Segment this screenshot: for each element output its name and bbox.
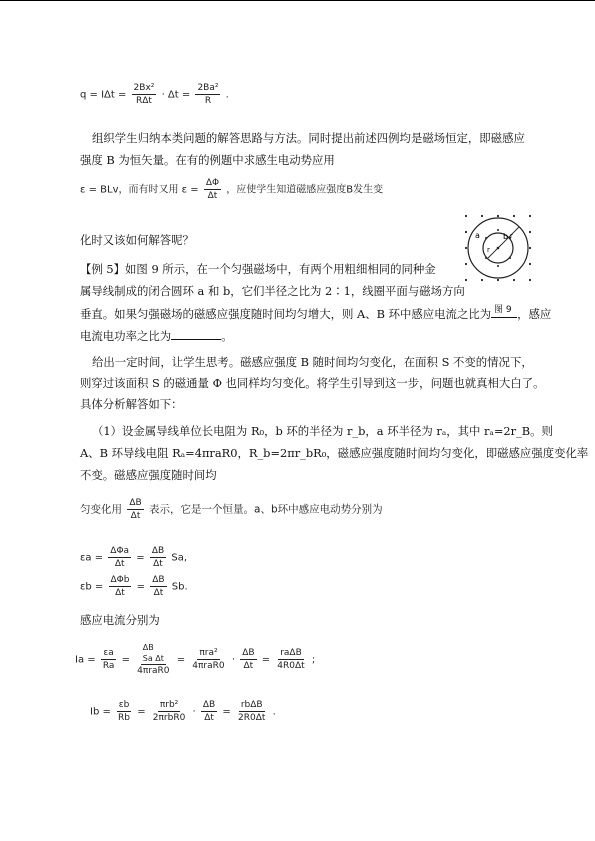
fraction-denominator: Δt	[153, 559, 163, 569]
formula-current-a-dot: ·	[231, 654, 235, 666]
fraction-numerator: raΔB	[280, 648, 302, 658]
figure-9	[458, 208, 544, 318]
formula-current-b	[90, 699, 276, 724]
example5-line-2: 属导线制成的闭合圆环 a 和 b，它们半径之比为 2∶1，线圈平面与磁场方向	[80, 284, 465, 298]
compound-dt: Δt	[155, 654, 164, 663]
paragraph-4-line-1: （1）设金属导线单位长电阻为 R₀，b 环的半径为 r_b，a 环半径为 rₐ，其中 rₐ=2r_B。则	[92, 424, 553, 438]
formula-charge-fraction-2	[195, 82, 220, 107]
paragraph-1-line-2: 强度 B 为恒矢量。在有的例题中求感生电动势应用	[80, 153, 335, 167]
formula-emf-a-fraction-1	[108, 545, 131, 570]
formula-charge-lhs: q = IΔt =	[80, 89, 127, 101]
fraction-numerator: πrb²	[159, 700, 179, 710]
formula-emf-post: ，应使学生知道磁感应强度B发生变	[226, 184, 384, 196]
formula-current-b-fraction-4	[201, 699, 217, 724]
example5-line-4-text: 电流电功率之比为	[80, 329, 172, 343]
formula-current-a-fraction-3	[190, 647, 226, 672]
formula-charge-end: .	[225, 89, 229, 101]
answer-blank-power-ratio[interactable]	[171, 327, 221, 340]
formula-emf-b-lhs: εb =	[80, 581, 104, 593]
fraction-numerator: εa	[103, 648, 114, 658]
formula-emf	[80, 177, 383, 202]
fraction-denominator: 4πraR0	[137, 666, 170, 676]
formula-current-b-dot: ·	[192, 706, 196, 718]
formula-current-a	[75, 642, 315, 677]
example5-line-4-end: 。	[221, 329, 233, 343]
formula-emf-fraction	[204, 177, 221, 202]
fraction-numerator: 2Bx²	[133, 83, 155, 93]
fraction-denominator: Δt	[153, 588, 164, 598]
page-top-border	[0, 0, 595, 1]
fraction-denominator: 2R0Δt	[238, 713, 266, 723]
formula-current-a-fraction-4	[240, 647, 256, 672]
formula-rate	[80, 497, 383, 522]
fraction-denominator: RΔt	[135, 96, 152, 106]
formula-emf-b-fraction-1	[109, 574, 132, 599]
fraction-numerator: ΔB	[242, 648, 255, 658]
fraction-denominator: 4πraR0	[192, 661, 225, 671]
label-induced-current: 感应电流分别为	[80, 613, 160, 627]
example5-line-1: 【例 5】如图 9 所示，在一个匀强磁场中，有两个用粗细相同的同种金	[80, 262, 436, 276]
formula-current-a-eq1: =	[121, 654, 130, 666]
fraction-numerator: ΔΦb	[110, 575, 130, 585]
figure-9-diagram	[458, 208, 544, 308]
fraction-denominator: Δt	[114, 559, 125, 569]
fraction-denominator: 2πrbR0	[152, 713, 186, 723]
paragraph-3-line-3: 具体分析解答如下：	[80, 397, 183, 411]
fraction-numerator: ΔΦa	[110, 546, 130, 556]
paragraph-3-line-2: 则穿过该面积 S 的磁通量 Φ 也同样均匀变化。将学生引导到这一步，问题也就真相大白了。	[80, 376, 545, 390]
radius-a-label: r	[510, 232, 513, 240]
formula-rate-post: 表示，它是一个恒量。a、b环中感应电动势分别为	[149, 503, 383, 516]
formula-current-b-lhs: Ib =	[90, 706, 111, 718]
example5-line-3-end: ，感应	[517, 307, 552, 321]
example5-line-3	[80, 305, 551, 323]
fraction-numerator: rbΔB	[240, 700, 263, 710]
paragraph-2-line-1: 化时又该如何解答呢？	[80, 233, 194, 247]
fraction-denominator: Δt	[243, 661, 254, 671]
formula-emf-pre: ε = BLv，而有时又用 ε =	[80, 184, 199, 196]
formula-current-a-eq3: =	[261, 654, 271, 666]
fraction-numerator: ΔB	[152, 575, 165, 585]
ring-b-label: b	[503, 232, 509, 241]
fraction-numerator: πra²	[199, 648, 218, 658]
answer-blank-current-ratio[interactable]	[491, 305, 517, 318]
formula-current-b-fraction-1	[116, 699, 132, 724]
compound-top: ΔB	[142, 643, 154, 652]
paragraph-3-line-1: 给出一定时间，让学生思考。磁感应强度 B 随时间均匀变化，在面积 S 不变的情况下，	[92, 355, 533, 369]
formula-rate-pre: 匀变化用	[80, 503, 122, 516]
formula-current-b-end: .	[272, 706, 276, 718]
formula-current-a-eq2: =	[176, 654, 186, 666]
fraction-numerator: ΔB	[129, 498, 142, 508]
figure-9-caption: 图 9	[494, 305, 512, 315]
example5-line-4	[80, 327, 233, 345]
fraction-denominator: Ra	[102, 661, 115, 671]
formula-current-a-lhs: Ia =	[75, 654, 96, 666]
paragraph-4-line-3: 不变。磁感应强度随时间均	[80, 468, 217, 482]
formula-current-a-end: ;	[311, 654, 316, 666]
formula-emf-b	[80, 574, 188, 599]
fraction-denominator: Rb	[118, 713, 131, 723]
formula-emf-a-fraction-2	[150, 545, 166, 570]
formula-current-b-eq1: =	[137, 706, 146, 718]
paragraph-1-line-1: 组织学生归纳本类问题的解答思路与方法。同时提出前述四例均是磁场恒定，即磁感应	[92, 131, 525, 145]
formula-emf-a-end: Sa,	[171, 552, 187, 564]
formula-current-a-fraction-1	[101, 647, 117, 672]
fraction-denominator: Δt	[207, 191, 218, 201]
fraction-numerator: ΔΦ	[205, 178, 220, 188]
formula-charge-fraction-1	[132, 82, 157, 107]
radius-b-label: r	[487, 246, 490, 254]
example5-line-3-text: 垂直。如果匀强磁场的磁感应强度随时间均匀增大，则 A、B 环中感应电流之比为	[80, 307, 492, 321]
paragraph-4-line-2: A、B 环导线电阻 Rₐ=4πraR0，R_b=2πr_bR₀，磁感应强度随时间均匀变化，即磁感应强度变化率	[80, 446, 589, 460]
formula-current-a-fraction-2	[135, 642, 171, 677]
fraction-denominator: Δt	[204, 713, 214, 723]
fraction-denominator: 4R0Δt	[277, 661, 305, 671]
ring-a-label: a	[475, 231, 480, 240]
formula-current-b-fraction-5	[236, 699, 267, 724]
formula-rate-fraction	[127, 497, 143, 522]
formula-emf-b-end: Sb.	[171, 581, 188, 593]
formula-emf-a	[80, 545, 187, 570]
formula-current-a-fraction-5	[275, 647, 306, 672]
fraction-denominator: Δt	[115, 588, 125, 598]
formula-emf-b-fraction-2	[150, 574, 166, 599]
fraction-numerator-compound	[141, 642, 166, 665]
formula-charge-mid: · Δt =	[161, 89, 191, 101]
formula-current-b-eq3: =	[222, 706, 231, 718]
compound-s: Sa	[142, 654, 153, 663]
fraction-numerator: ΔB	[202, 700, 216, 710]
formula-emf-b-mid: =	[136, 581, 146, 593]
formula-charge	[80, 82, 229, 107]
formula-current-b-fraction-3	[151, 699, 188, 724]
formula-emf-a-lhs: εa =	[80, 552, 104, 564]
fraction-numerator: εb	[118, 700, 130, 710]
fraction-numerator: 2Ba²	[197, 83, 219, 93]
fraction-numerator: ΔB	[151, 546, 165, 556]
fraction-denominator: Δt	[130, 511, 141, 521]
formula-emf-a-mid: =	[136, 552, 145, 564]
fraction-denominator: R	[204, 96, 212, 106]
